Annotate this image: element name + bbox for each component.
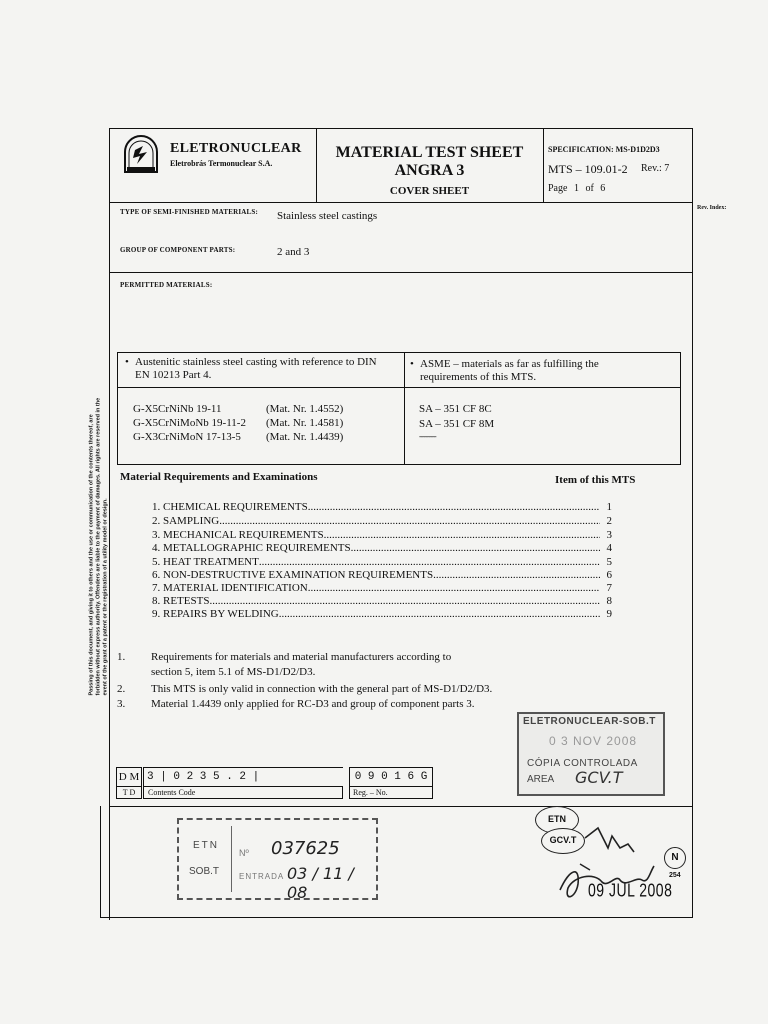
mts-number: MTS – 109.01-2 bbox=[548, 162, 628, 176]
stamp-area-label: AREA bbox=[527, 774, 555, 785]
header-div-1 bbox=[316, 128, 317, 202]
rev-index: Rev. Index: bbox=[697, 205, 727, 211]
receipt-sob: SOB.T bbox=[189, 866, 220, 877]
receipt-etn: ETN bbox=[193, 840, 219, 851]
revision: Rev.: 7 bbox=[641, 163, 670, 174]
code-box bbox=[116, 767, 433, 799]
group-label: GROUP OF COMPONENT PARTS: bbox=[120, 246, 236, 254]
permitted-label: PERMITTED MATERIALS: bbox=[120, 281, 213, 289]
gcv-circle-stamp: GCV.T bbox=[541, 828, 585, 854]
toc-number: 5 bbox=[606, 556, 612, 568]
stamp-org: ELETRONUCLEAR-SOB.T bbox=[523, 716, 656, 727]
toc-item-5 bbox=[152, 556, 612, 568]
asme-grade-3: ---------- bbox=[419, 432, 436, 441]
code-reg-label: Reg. – No. bbox=[349, 787, 433, 799]
toc-item-8 bbox=[152, 595, 612, 607]
etn-circle-stamp: ETN bbox=[535, 806, 579, 834]
toc-item-3 bbox=[152, 529, 612, 541]
toc-item-1 bbox=[152, 501, 612, 513]
code-td: T D bbox=[116, 787, 142, 799]
code-contents-label: Contents Code bbox=[143, 787, 343, 799]
toc-number: 8 bbox=[606, 595, 612, 607]
stamp-area-value: GCV.T bbox=[575, 768, 623, 787]
toc-dots bbox=[259, 556, 600, 568]
din-bullet: • bbox=[125, 356, 129, 368]
toc-dots bbox=[219, 515, 600, 527]
header-div-2 bbox=[543, 128, 544, 202]
toc-label: 8. RETESTS bbox=[152, 595, 210, 607]
toc-label: 5. HEAT TREATMENT bbox=[152, 556, 259, 568]
asme-bullet: • bbox=[410, 358, 414, 370]
header-bottom bbox=[109, 202, 692, 203]
footer-top bbox=[109, 806, 692, 807]
frame-right bbox=[692, 128, 693, 918]
stamp-copy: CÓPIA CONTROLADA bbox=[527, 758, 638, 769]
materials-header-line bbox=[117, 387, 681, 388]
note-1-line-2: section 5, item 5.1 of MS-D1/D2/D3. bbox=[151, 666, 316, 678]
toc-item-2 bbox=[152, 515, 612, 527]
toc-item-7 bbox=[152, 582, 612, 594]
controlled-copy-stamp bbox=[517, 712, 665, 796]
toc-label: 3. MECHANICAL REQUIREMENTS bbox=[152, 529, 324, 541]
din-mat-2: (Mat. Nr. 1.4581) bbox=[266, 417, 344, 429]
toc-dots bbox=[351, 542, 600, 554]
code-digits: 3 | 0 2 3 5 . 2 | bbox=[143, 767, 343, 787]
copyright-notice: Passing of this document, and giving it to others and the use or communication of the contents thereof, are forbidden without express authority. Offenders are liable to the payment of damages. All rights are reserved in the event of the grant of a patent or the registration of a utility model or design. bbox=[88, 397, 109, 696]
receipt-date: 03 / 11 / 08 bbox=[287, 864, 354, 902]
company-logo bbox=[121, 134, 161, 174]
din-line-1: Austenitic stainless steel casting with reference to DIN bbox=[135, 356, 377, 368]
group-bottom bbox=[109, 272, 692, 273]
doc-title: MATERIAL TEST SHEET bbox=[335, 144, 524, 161]
asme-line-1: ASME – materials as far as fulfilling the bbox=[420, 358, 599, 370]
company-subtitle: Eletrobrás Termonuclear S.A. bbox=[170, 159, 273, 168]
specification: SPECIFICATION: MS-D1D2D3 bbox=[548, 145, 660, 154]
note-1-line-1: Requirements for materials and material manufacturers according to bbox=[151, 651, 452, 663]
frame-top bbox=[109, 128, 692, 129]
toc-dots bbox=[308, 501, 600, 513]
toc-number: 2 bbox=[606, 515, 612, 527]
doc-subtitle: ANGRA 3 bbox=[394, 162, 465, 179]
toc-label: 7. MATERIAL IDENTIFICATION bbox=[152, 582, 308, 594]
din-grade-3: G-X3CrNiMoN 17-13-5 bbox=[133, 431, 241, 443]
toc-label: 2. SAMPLING bbox=[152, 515, 220, 527]
toc-number: 6 bbox=[606, 569, 612, 581]
note-3-num: 3. bbox=[117, 698, 126, 710]
toc-number: 3 bbox=[606, 529, 612, 541]
receipt-date-label: ENTRADA bbox=[239, 872, 285, 881]
stamp-date: 0 3 NOV 2008 bbox=[549, 734, 638, 748]
toc-item-6 bbox=[152, 569, 612, 581]
page-number: Page 1 of 6 bbox=[548, 183, 606, 194]
group-value: 2 and 3 bbox=[277, 246, 310, 258]
note-2-num: 2. bbox=[117, 683, 126, 695]
company-name: ELETRONUCLEAR bbox=[170, 141, 302, 156]
item-heading: Item of this MTS bbox=[555, 474, 636, 486]
din-line-2: EN 10213 Part 4. bbox=[135, 369, 212, 381]
note-2-line-1: This MTS is only valid in connection with the general part of MS-D1/D2/D3. bbox=[151, 683, 493, 695]
toc-item-9 bbox=[152, 608, 612, 620]
footer-left bbox=[100, 806, 101, 918]
code-reg: 0 9 0 1 6 G bbox=[349, 767, 433, 787]
receipt-divider bbox=[231, 826, 232, 892]
toc-label: 9. REPAIRS BY WELDING bbox=[152, 608, 279, 620]
materials-mid bbox=[404, 352, 405, 465]
asme-line-2: requirements of this MTS. bbox=[420, 371, 537, 383]
frame-bottom bbox=[100, 917, 692, 918]
cover-sheet-label: COVER SHEET bbox=[389, 185, 470, 197]
toc-label: 6. NON-DESTRUCTIVE EXAMINATION REQUIREMENTS bbox=[152, 569, 434, 581]
type-label: TYPE OF SEMI-FINISHED MATERIALS: bbox=[120, 208, 259, 216]
note-1-num: 1. bbox=[117, 651, 126, 663]
din-mat-1: (Mat. Nr. 1.4552) bbox=[266, 403, 344, 415]
receipt-no: 037625 bbox=[271, 838, 340, 859]
toc-dots bbox=[308, 582, 600, 594]
toc-dots bbox=[433, 569, 600, 581]
din-grade-2: G-X5CrNiMoNb 19-11-2 bbox=[133, 417, 246, 429]
toc-dots bbox=[279, 608, 600, 620]
receipt-no-label: Nº bbox=[239, 848, 249, 858]
toc-number: 1 bbox=[606, 501, 612, 513]
n-number: 254 bbox=[669, 872, 681, 879]
toc-number: 7 bbox=[606, 582, 612, 594]
asme-grade-1: SA – 351 CF 8C bbox=[419, 403, 492, 415]
note-3-line-1: Material 1.4439 only applied for RC-D3 and group of component parts 3. bbox=[151, 698, 475, 710]
toc-item-4 bbox=[152, 542, 612, 554]
asme-grade-2: SA – 351 CF 8M bbox=[419, 418, 495, 430]
toc-dots bbox=[209, 595, 600, 607]
n-badge: N bbox=[664, 847, 686, 869]
requirements-heading: Material Requirements and Examinations bbox=[120, 471, 318, 483]
toc-label: 4. METALLOGRAPHIC REQUIREMENTS bbox=[152, 542, 351, 554]
receipt-stamp bbox=[177, 818, 378, 900]
toc-label: 1. CHEMICAL REQUIREMENTS bbox=[152, 501, 308, 513]
toc-dots bbox=[324, 529, 600, 541]
type-value: Stainless steel castings bbox=[277, 210, 378, 222]
toc-number: 9 bbox=[606, 608, 612, 620]
din-grade-1: G-X5CrNiNb 19-11 bbox=[133, 403, 222, 415]
code-dm: D M bbox=[116, 767, 142, 787]
sign-date: 09 JUL 2008 bbox=[588, 879, 673, 901]
din-mat-3: (Mat. Nr. 1.4439) bbox=[266, 431, 344, 443]
toc-number: 4 bbox=[606, 542, 612, 554]
